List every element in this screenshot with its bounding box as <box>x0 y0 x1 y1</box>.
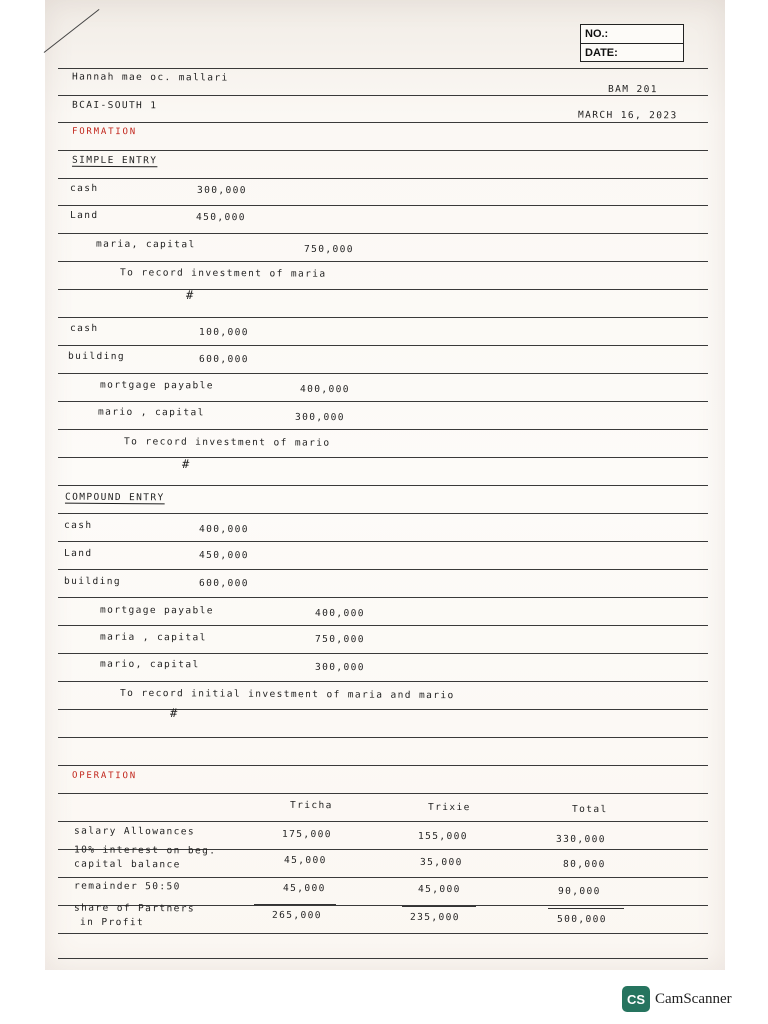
entry-account: mario , capital <box>97 406 205 419</box>
entry-memo: To record investment of mario <box>123 436 331 449</box>
entry-debit: 450,000 <box>198 549 249 562</box>
row-value: 45,000 <box>282 882 326 895</box>
ruled-line <box>58 681 708 682</box>
ruled-line <box>58 821 708 822</box>
ruled-line <box>58 958 708 959</box>
row-label: remainder 50:50 <box>73 880 181 893</box>
sum-rule <box>402 906 476 907</box>
ruled-line <box>58 765 708 766</box>
ruled-line <box>58 457 708 458</box>
entry-account: building <box>63 575 122 588</box>
entry-account: maria, capital <box>95 238 196 251</box>
ruled-line <box>58 261 708 262</box>
row-label: salary Allowances <box>73 825 196 838</box>
entry-account: mortgage payable <box>99 604 214 617</box>
ruled-line <box>58 205 708 206</box>
entry-memo: To record initial investment of maria and mario <box>119 687 455 702</box>
row-label-cont: capital balance <box>73 858 181 871</box>
entry-memo: To record investment of maria <box>119 267 327 280</box>
ruled-line <box>58 653 708 654</box>
entry-debit: 600,000 <box>198 577 249 590</box>
entry-account: cash <box>69 182 99 195</box>
ruled-line <box>58 541 708 542</box>
column-header: Trixie <box>427 801 471 814</box>
column-header: Tricha <box>289 799 333 812</box>
camscanner-label: CamScanner <box>655 990 732 1007</box>
ruled-line <box>58 933 708 934</box>
row-value: 500,000 <box>556 913 607 926</box>
entry-credit: 300,000 <box>294 411 345 424</box>
entry-credit: 400,000 <box>314 607 365 620</box>
ruled-line <box>58 737 708 738</box>
ruled-line <box>58 68 708 69</box>
entry-account: cash <box>69 322 99 335</box>
entry-credit: 300,000 <box>314 661 365 674</box>
entry-hash: # <box>185 287 195 303</box>
entry-account: mario, capital <box>99 658 200 671</box>
row-value: 35,000 <box>419 856 463 869</box>
section: BCAI-SOUTH 1 <box>71 99 158 112</box>
ruled-line <box>58 513 708 514</box>
ruled-line <box>58 625 708 626</box>
row-value: 155,000 <box>417 830 468 843</box>
row-label: share of Partners <box>73 902 196 915</box>
entry-account: Land <box>63 547 93 560</box>
row-value: 330,000 <box>555 833 606 846</box>
column-header: Total <box>571 803 608 816</box>
row-value: 45,000 <box>283 854 327 867</box>
ruled-line <box>58 233 708 234</box>
ruled-line <box>58 709 708 710</box>
date-value: MARCH 16, 2023 <box>577 109 678 122</box>
ruled-line <box>58 597 708 598</box>
ruled-line <box>58 401 708 402</box>
ruled-line <box>58 122 708 123</box>
entry-debit: 450,000 <box>195 211 246 224</box>
ruled-line <box>58 345 708 346</box>
entry-credit: 750,000 <box>303 243 354 256</box>
sum-rule <box>254 904 336 905</box>
compound-entry-title: COMPOUND ENTRY <box>64 491 165 504</box>
entry-debit: 100,000 <box>198 326 249 339</box>
formation-title: FORMATION <box>71 126 138 138</box>
row-value: 80,000 <box>562 858 606 871</box>
date-label: DATE: <box>581 43 683 61</box>
ruled-line <box>58 150 708 151</box>
entry-debit: 600,000 <box>198 353 249 366</box>
row-value: 235,000 <box>409 911 460 924</box>
entry-credit: 750,000 <box>314 633 365 646</box>
camscanner-logo-icon: CS <box>622 986 650 1012</box>
sum-rule <box>548 908 624 909</box>
entry-account: maria , capital <box>99 631 207 644</box>
ruled-line <box>58 485 708 486</box>
row-label: 10% interest on beg. <box>73 844 217 857</box>
camscanner-watermark <box>622 986 732 1012</box>
row-value: 45,000 <box>417 883 461 896</box>
entry-debit: 400,000 <box>198 523 249 536</box>
entry-credit: 400,000 <box>299 383 350 396</box>
row-value: 265,000 <box>271 909 322 922</box>
entry-hash: # <box>181 456 191 472</box>
ruled-line <box>58 95 708 96</box>
ruled-line <box>58 429 708 430</box>
no-date-box <box>580 24 684 62</box>
ruled-line <box>58 317 708 318</box>
entry-hash: # <box>169 705 179 721</box>
ruled-line <box>58 178 708 179</box>
row-label-cont: in Profit <box>79 916 145 929</box>
student-name: Hannah mae oc. mallari <box>71 71 229 84</box>
ruled-line <box>58 373 708 374</box>
no-label: NO.: <box>585 28 609 40</box>
ruled-line <box>58 569 708 570</box>
simple-entry-title: SIMPLE ENTRY <box>71 154 158 167</box>
operation-title: OPERATION <box>71 770 138 782</box>
entry-debit: 300,000 <box>196 184 247 197</box>
entry-account: building <box>67 350 126 363</box>
entry-account: Land <box>69 209 99 222</box>
entry-account: cash <box>63 519 93 532</box>
course-code: BAM 201 <box>607 83 658 96</box>
ruled-line <box>58 289 708 290</box>
row-value: 175,000 <box>281 828 332 841</box>
ruled-line <box>58 793 708 794</box>
entry-account: mortgage payable <box>99 379 214 392</box>
ruled-line <box>58 877 708 878</box>
row-value: 90,000 <box>557 885 601 898</box>
